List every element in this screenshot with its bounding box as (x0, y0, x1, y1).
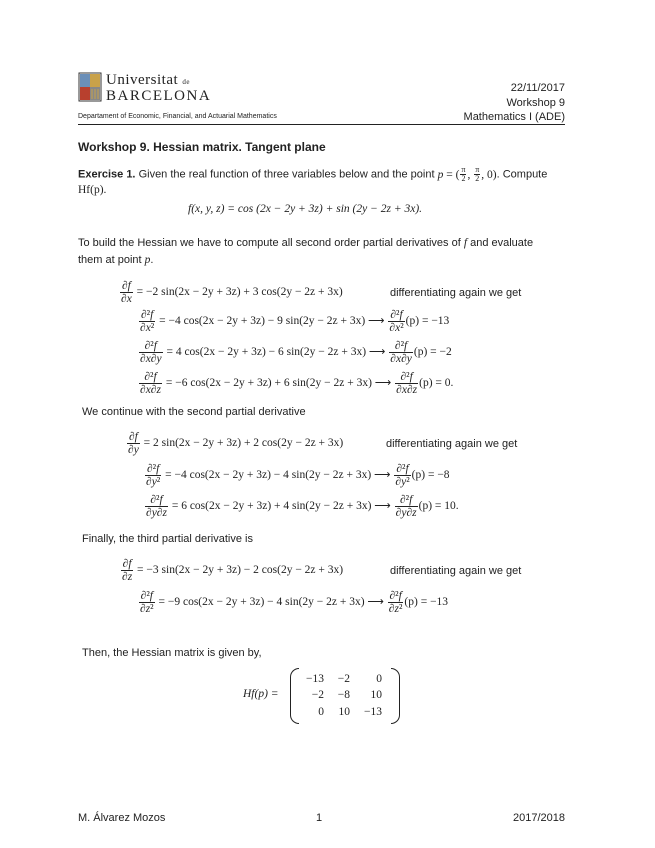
footer-year: 2017/2018 (513, 812, 565, 824)
page-title: Workshop 9. Hessian matrix. Tangent plane (78, 140, 326, 154)
university-name-line2: BARCELONA (106, 88, 212, 104)
footer-author: M. Álvarez Mozos (78, 812, 166, 824)
matrix-cell: −8 (337, 689, 350, 701)
hessian-matrix (290, 668, 400, 724)
eq-fz: $\frac{\partial f}{\partial z}$ = −3 sin(2x − 2y + 3z) − 2 cos(2y − 2z + 3x) (122, 558, 344, 584)
matrix-cell: −2 (337, 673, 350, 685)
eq-fzz: $\frac{\text{∂²f}}{\text{∂z²}}$ = −9 cos(2x − 2y + 3z) − 4 sin(2y − 2z + 3x) ⟶ $\frac{\text{∂²f}}{\text{∂z²}}$ (p) = −13 (140, 590, 449, 616)
matrix-cell: −2 (311, 689, 324, 701)
hessian-label: Hf(p) = (243, 688, 279, 700)
university-logo (78, 72, 102, 102)
hessian-intro: Then, the Hessian matrix is given by, (82, 647, 262, 659)
diff-again-x: differentiating again we get (390, 287, 522, 299)
header-date: 22/11/2017 (510, 82, 565, 94)
university-name-line1: Universitat de (106, 72, 191, 88)
matrix-cell: 10 (338, 706, 350, 718)
intro-line-1: To build the Hessian we have to compute all second order partial derivatives of f and evaluate (78, 237, 534, 249)
eq-fxx: $\frac{\text{∂²f}}{\text{∂x²}}$ = −4 cos(2x − 2y + 3z) − 9 sin(2y − 2z + 3x) ⟶ $\frac{\text{∂²f}}{\text{∂x²}}$ (p) = −13 (140, 309, 450, 335)
matrix-cell: 0 (376, 673, 382, 685)
matrix-right-bracket (391, 668, 400, 724)
eq-fy: $\frac{\partial f}{\partial y}$ = 2 sin(2x − 2y + 3z) + 2 cos(2y − 2z + 3x) (128, 431, 344, 457)
diff-again-y: differentiating again we get (386, 438, 518, 450)
matrix-cell: 10 (370, 689, 382, 701)
header-workshop: Workshop 9 (506, 97, 565, 109)
second-partial-text: We continue with the second partial derivative (82, 406, 306, 418)
header-rule (78, 124, 565, 125)
eq-fxz: $\frac{\text{∂²f}}{\partial x\partial z}$ = −6 cos(2x − 2y + 3z) + 6 sin(2y − 2z + 3x) ⟶ $\frac{\text{∂²f}}{\partial x\partial z}$ (p) = 0. (140, 371, 454, 397)
matrix-cell: 0 (318, 706, 324, 718)
exercise-statement: Exercise 1. Given the real function of three variables below and the point p = ( $\frac{\pi}{2}$ , $\frac{\pi}{2}$ , 0). Compute (78, 165, 548, 184)
intro-line-2: them at point p. (78, 254, 154, 266)
university-crest-icon (78, 72, 102, 102)
matrix-cell: −13 (306, 673, 324, 685)
diff-again-z: differentiating again we get (390, 565, 522, 577)
department-name: Departament of Economic, Financial, and Actuarial Mathematics (78, 113, 277, 120)
eq-fyz: $\frac{\text{∂²f}}{\partial y\partial z}$ = 6 cos(2x − 2y + 3z) + 4 sin(2y − 2z + 3x) ⟶ $\frac{\text{∂²f}}{\partial y\partial z}$ (p) = 10. (146, 494, 459, 520)
eq-fyy: $\frac{\text{∂²f}}{\text{∂y²}}$ = −4 cos(2x − 2y + 3z) − 4 sin(2y − 2z + 3x) ⟶ $\frac{\text{∂²f}}{\text{∂y²}}$ (p) = −8 (146, 463, 450, 489)
footer-page-number: 1 (316, 812, 323, 824)
header-course: Mathematics I (ADE) (463, 111, 565, 123)
eq-fx: $\frac{\partial f}{\partial x}$ = −2 sin(2x − 2y + 3z) + 3 cos(2y − 2z + 3x) (121, 280, 343, 306)
function-definition: f(x, y, z) = cos (2x − 2y + 3z) + sin (2y − 2z + 3x). (188, 203, 423, 215)
third-partial-text: Finally, the third partial derivative is (82, 533, 253, 545)
matrix-cell: −13 (364, 706, 382, 718)
eq-fxy: $\frac{\text{∂²f}}{\partial x\partial y}$ = 4 cos(2x − 2y + 3z) − 6 sin(2y − 2z + 3x) ⟶ $\frac{\text{∂²f}}{\partial x\partial y}$ (p) = −2 (140, 340, 452, 366)
exercise-hf: Hf(p). (78, 184, 107, 196)
